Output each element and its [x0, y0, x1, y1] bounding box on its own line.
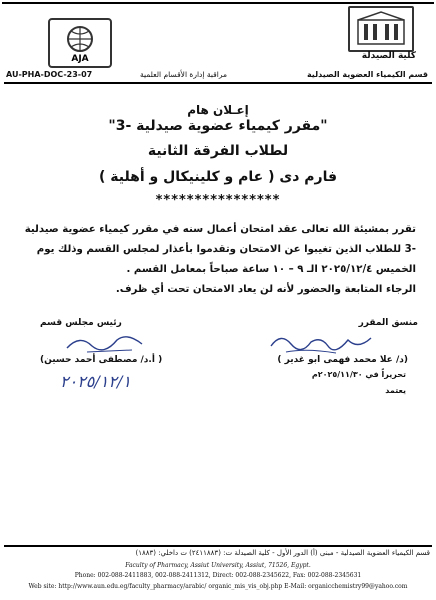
body-paragraph-1: تقرر بمشيئة الله تعالى عقد امتحان أعمال سنه في مقرر كيمياء عضوية صيدلية -3 للطلاب الذين تغيبوا عن الامتحان وتقدموا بأعذار لمجلس القسم وذلك يوم الخميس ٢٠٢٥/١٢/٤ الـ ٩ – ١٠ ساعة صباحاً بمعامل القسم . [24, 224, 416, 275]
stars-divider: **************** [155, 193, 281, 208]
written-date: تحريراً في ٢٠٢٥/١١/٣٠م [311, 370, 406, 379]
body-paragraph-2: الرجاء المتابعة والحضور لأنه لن يعاد الامتحان تحت أي ظرف. [115, 284, 416, 295]
footer-phones: Phone: 002-088-2411883, 002-088-2411312, Direct: 002-088-2345622, Fax: 002-088-2345631 [74, 572, 362, 579]
header-divider [4, 82, 432, 84]
coordinator-title: منسق المقرر [358, 318, 418, 328]
quality-unit: مراقبة إدارة الأقسام العلمية [140, 70, 227, 79]
top-border [2, 2, 434, 4]
coordinator-signature [266, 326, 376, 358]
doc-code: AU-PHA-DOC-23-07 [6, 70, 93, 79]
target-students: لطلاب الفرقة الثانية [147, 143, 289, 159]
announcement-body [16, 220, 416, 300]
footer-address-ar: قسم الكيمياء العضوية الصيدلية - مبنى (أ) الدور الأول - كلية الصيدلة ت: (٢٤١١٨٨٣) ت داخلي: (١٨٨٣) [135, 549, 430, 557]
department-head-signature [62, 330, 152, 358]
approval-label: يعتمد [385, 386, 406, 395]
handwritten-date: ٢٠٢٥/١٢/١ [60, 372, 131, 391]
logo-text: AJA [71, 54, 89, 64]
footer-address-en: Faculty of Pharmacy, Assiut University, Assiut, 71526, Egypt. [125, 562, 311, 569]
university-logo [48, 18, 112, 68]
footer-web: Web site: http://www.aun.edu.eg/faculty_pharmacy/arabic/ organic_mis_vis_obj.php E-Mail: organicchemistry99@yahoo.com [28, 583, 408, 590]
announcement-heading: إعـلان هام [187, 103, 249, 117]
program-line: فارم دى ( عام و كلينيكال و أهلية ) [98, 169, 337, 185]
course-title: "مقرر كيمياء عضوية صيدلية -3" [108, 118, 328, 134]
department-head-name: ( أ.د/ مصطفى أحمد حسين) [40, 355, 163, 365]
coordinator-name: (د/ علا محمد فهمى ابو غدير ) [277, 355, 408, 365]
college-logo [348, 6, 414, 52]
footer-divider [4, 545, 432, 547]
department-name: قسم الكيمياء العضوية الصيدلية [306, 70, 428, 79]
college-name: كلية الصيدلة [361, 51, 416, 61]
department-head-title: رئيس مجلس قسم [40, 318, 122, 328]
